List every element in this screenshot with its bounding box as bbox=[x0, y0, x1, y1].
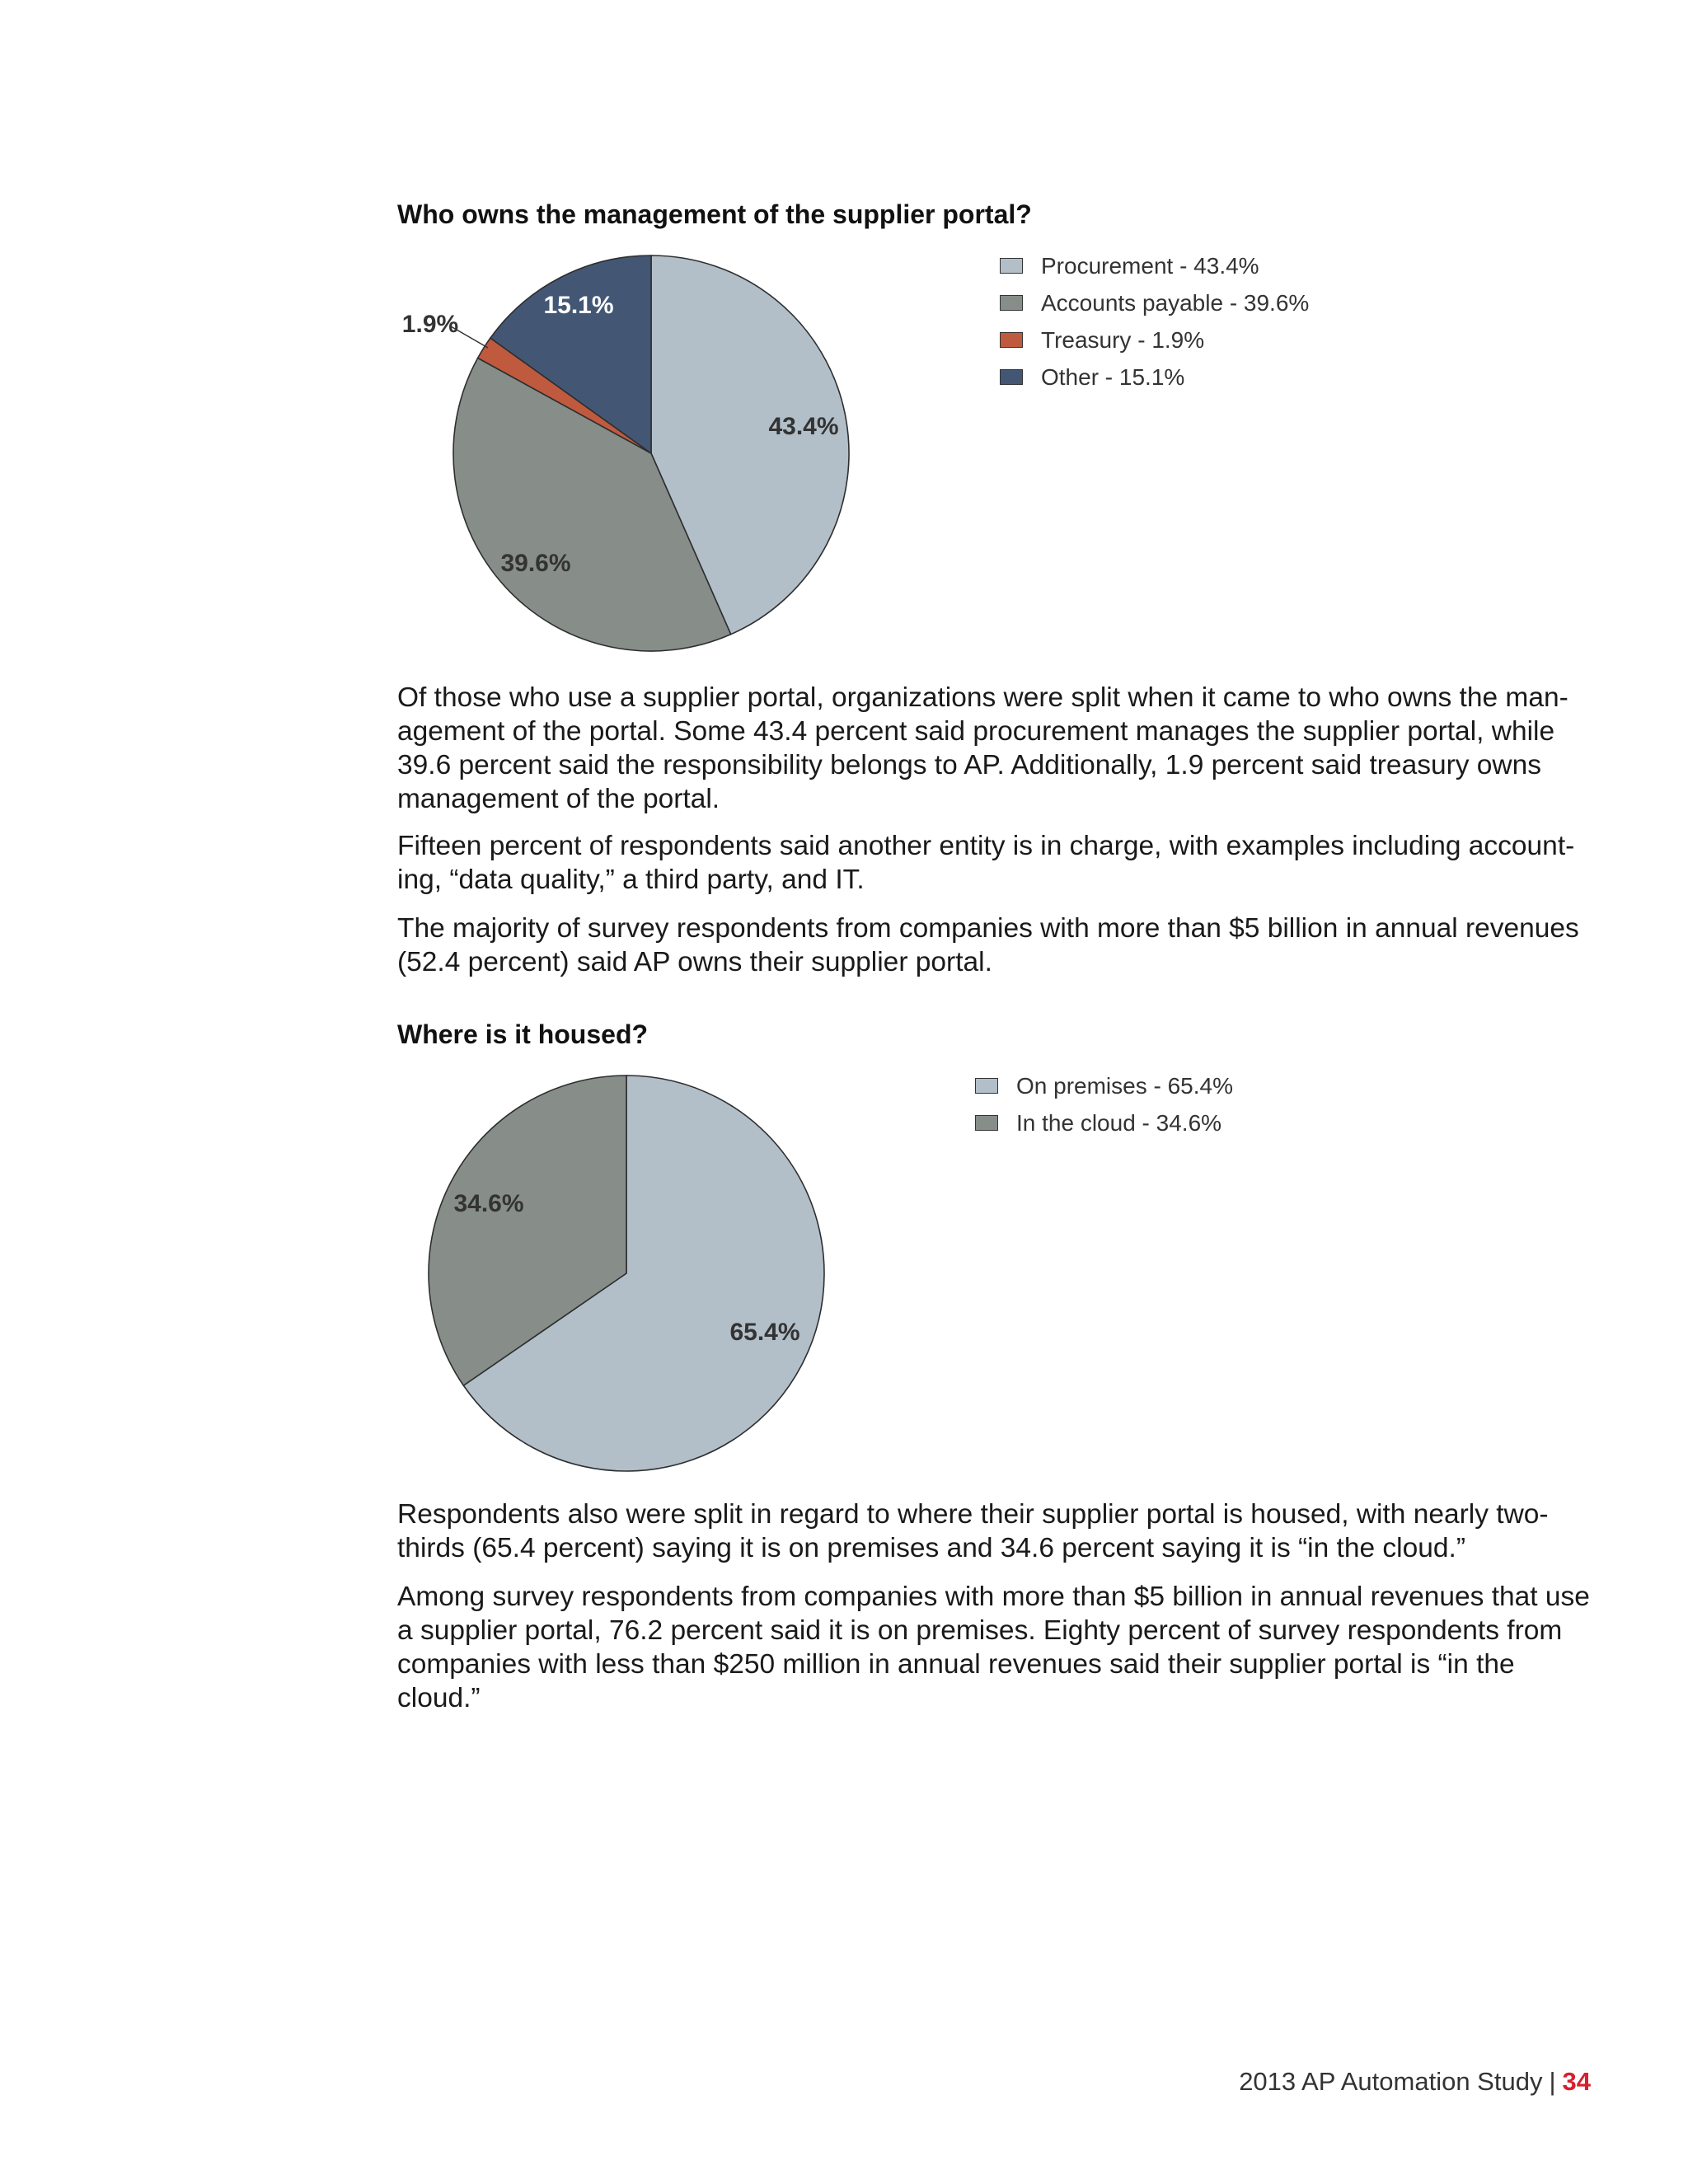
slice-label-procurement: 43.4% bbox=[768, 413, 839, 440]
footer-title: 2013 AP Automation Study bbox=[1239, 2067, 1543, 2096]
slice-label-in-the-cloud: 34.6% bbox=[453, 1190, 524, 1217]
legend-text: Other - 15.1% bbox=[1041, 363, 1185, 390]
page-number: 34 bbox=[1562, 2067, 1591, 2096]
legend-swatch bbox=[1000, 295, 1023, 311]
legend-swatch bbox=[1000, 258, 1023, 274]
legend-item-procurement bbox=[1000, 247, 1309, 284]
chart2-heading: Where is it housed? bbox=[397, 1019, 649, 1049]
ownership-pie-chart bbox=[363, 239, 890, 676]
chart1-heading: Who owns the management of the supplier portal? bbox=[397, 199, 1032, 229]
legend-swatch bbox=[975, 1078, 998, 1094]
legend-swatch bbox=[1000, 332, 1023, 348]
section1-paragraph-1: Of those who use a supplier portal, organizations were split when it came to who owns the man-agement of the portal. Some 43.4 percent said procurement manages the supplier portal, while 39.6 percent said the responsibility belongs to AP. Additionally, 1.9 percent said treasury owns management of the portal. bbox=[397, 682, 1568, 814]
legend-item-on-premises bbox=[975, 1067, 1233, 1104]
housing-pie-chart bbox=[363, 1063, 890, 1492]
slice-label-accounts-payable: 39.6% bbox=[500, 550, 571, 577]
legend-text: In the cloud - 34.6% bbox=[1016, 1109, 1222, 1136]
page-footer bbox=[1239, 2067, 1591, 2097]
slice-label-other: 15.1% bbox=[543, 292, 614, 319]
section1-paragraph-2: Fifteen percent of respondents said another entity is in charge, with examples including account-ing, “data quality,” a third party, and IT. bbox=[397, 831, 1575, 895]
legend-item-in-the-cloud bbox=[975, 1104, 1233, 1141]
legend-swatch bbox=[975, 1115, 998, 1131]
legend-item-accounts-payable bbox=[1000, 284, 1309, 321]
section1-paragraph-3: The majority of survey respondents from companies with more than $5 billion in annual revenues (52.4 percent) said AP owns their supplier portal. bbox=[397, 913, 1579, 977]
legend-item-other bbox=[1000, 359, 1309, 396]
legend-item-treasury bbox=[1000, 321, 1309, 359]
slice-label-on-premises: 65.4% bbox=[729, 1319, 800, 1346]
legend-text: On premises - 65.4% bbox=[1016, 1072, 1233, 1099]
legend-text: Accounts payable - 39.6% bbox=[1041, 289, 1310, 316]
ownership-legend bbox=[1000, 247, 1309, 396]
section2-paragraph-2: Among survey respondents from companies with more than $5 billion in annual revenues that use a supplier portal, 76.2 percent said it is on premises. Eighty percent of survey respondents from companies with less than $250 million in annual revenues said their supplier portal is “in the cloud.” bbox=[397, 1582, 1590, 1713]
footer-separator: | bbox=[1549, 2067, 1556, 2096]
housing-legend bbox=[975, 1067, 1233, 1141]
legend-text: Procurement - 43.4% bbox=[1041, 252, 1259, 279]
section2-paragraph-1: Respondents also were split in regard to where their supplier portal is housed, with nearly two-thirds (65.4 percent) saying it is on premises and 34.6 percent saying it is “in the cloud.” bbox=[397, 1499, 1549, 1563]
legend-text: Treasury - 1.9% bbox=[1041, 326, 1205, 353]
slice-label-treasury: 1.9% bbox=[401, 311, 459, 338]
legend-swatch bbox=[1000, 369, 1023, 385]
